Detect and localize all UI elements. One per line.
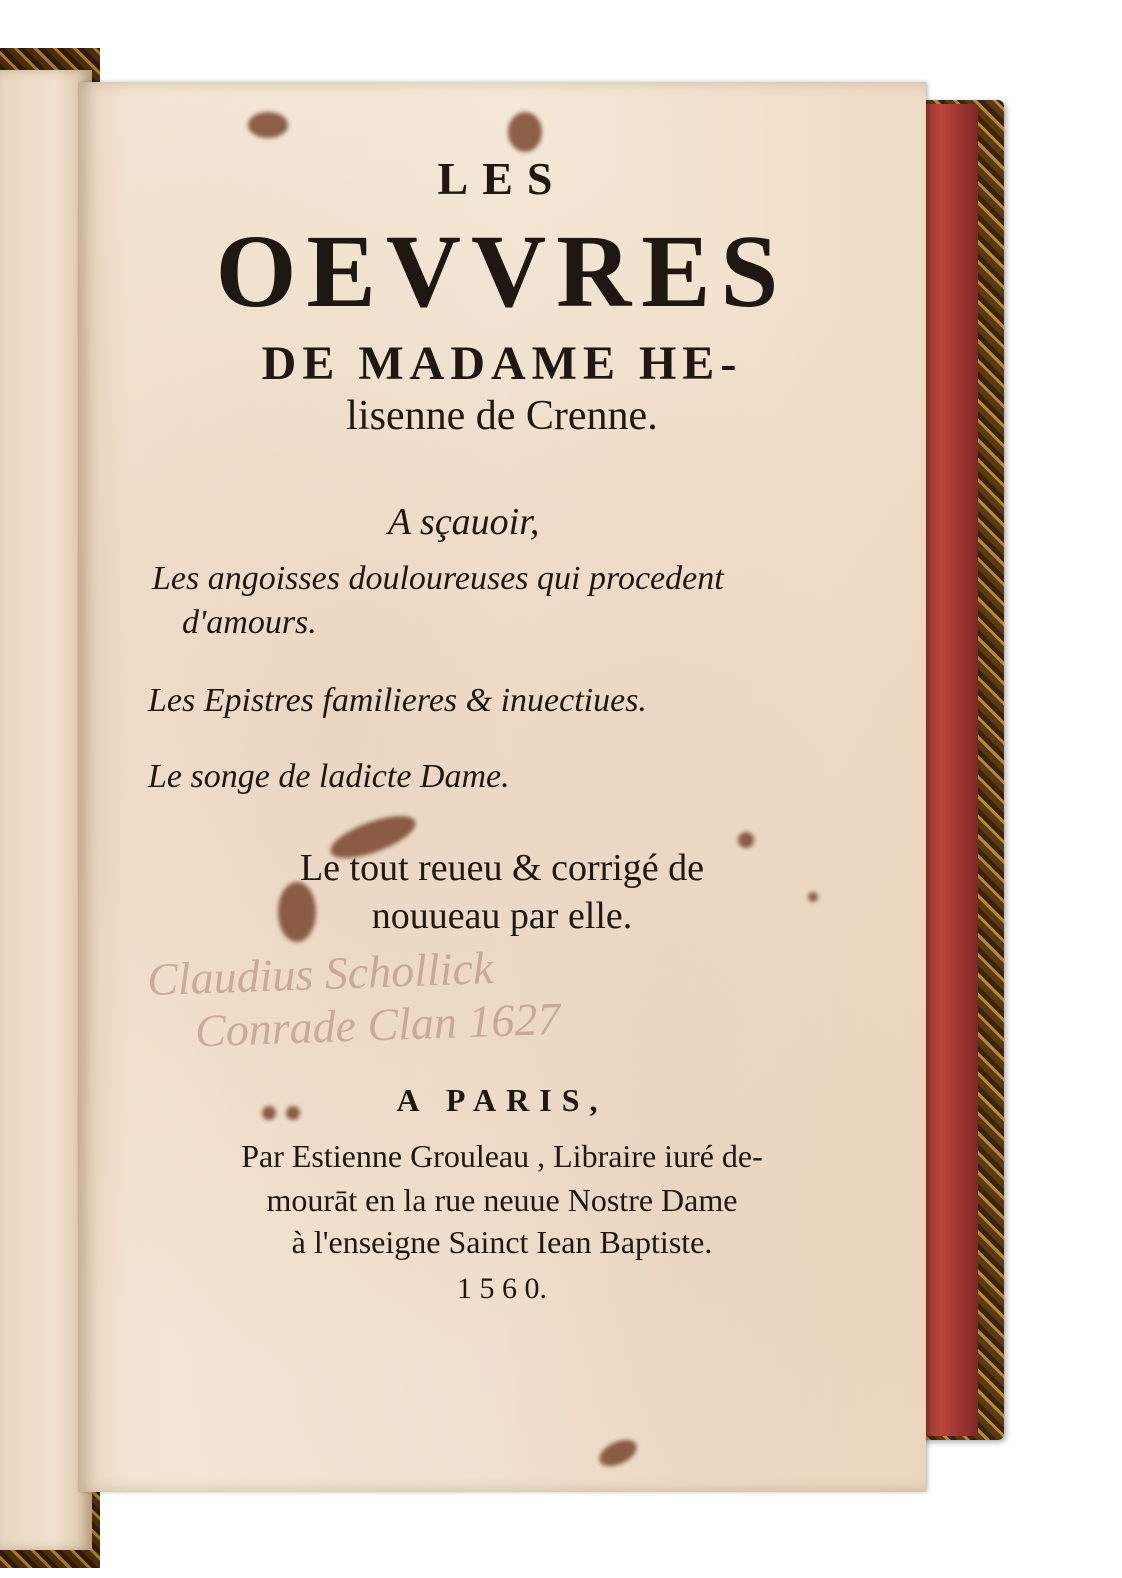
contents-item-3: Le songe de ladicte Dame. bbox=[148, 758, 510, 795]
contents-intro: A sçauoir, bbox=[388, 501, 540, 543]
title-line-author-1: DE MADAME HE- bbox=[261, 337, 743, 390]
imprint-city: A PARIS, bbox=[396, 1082, 608, 1118]
red-page-edges bbox=[918, 104, 978, 1436]
revision-note-2: nouueau par elle. bbox=[371, 895, 633, 937]
contents-item-2: Les Epistres familieres & inuectiues. bbox=[148, 682, 647, 719]
title-line-author-2: lisenne de Crenne. bbox=[346, 393, 658, 439]
imprint-line-3: à l'enseigne Sainct Iean Baptiste. bbox=[291, 1224, 713, 1260]
handwritten-ownership-inscription: Claudius Schollick Conrade Clan 1627 bbox=[146, 942, 562, 1059]
imprint-line-1: Par Estienne Grouleau , Libraire iuré de- bbox=[241, 1138, 763, 1174]
stain bbox=[248, 112, 288, 138]
title-page bbox=[78, 82, 926, 1492]
imprint-line-2: mourāt en la rue neuue Nostre Dame bbox=[266, 1182, 738, 1218]
title-line-les: LES bbox=[437, 153, 567, 204]
contents-item-1: Les angoisses douloureuses qui procedent bbox=[152, 560, 724, 597]
title-line-oeuvres: OEVVRES bbox=[215, 214, 789, 329]
imprint-year: 1 5 6 0. bbox=[457, 1272, 547, 1305]
stain bbox=[595, 1435, 641, 1472]
stain bbox=[508, 112, 542, 152]
revision-note-1: Le tout reueu & corrigé de bbox=[299, 847, 705, 889]
contents-item-1-cont: d'amours. bbox=[182, 604, 317, 641]
